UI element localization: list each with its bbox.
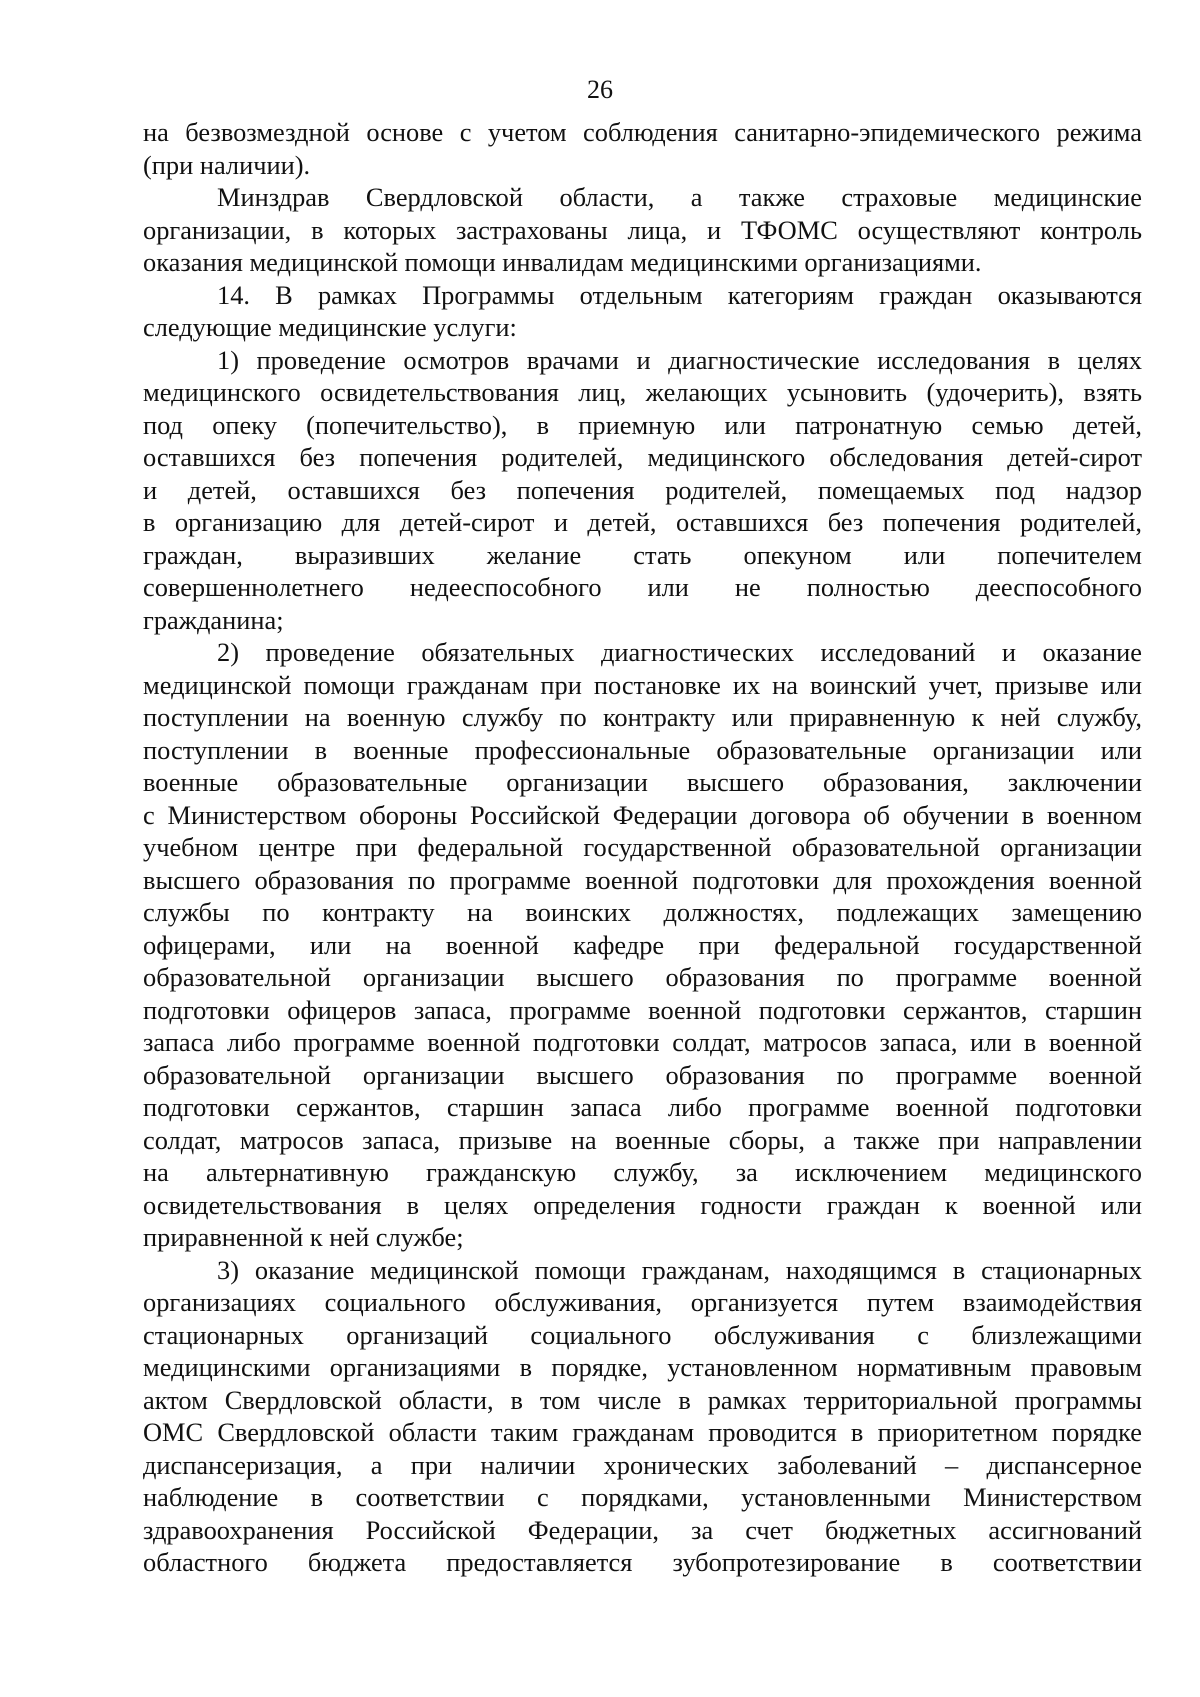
text-line: 3) оказание медицинской помощи гражданам, находящимся в стационарных — [217, 1254, 1142, 1285]
text-line: (при наличии). — [143, 149, 311, 180]
text-line: организациях социального обслуживания, организуется путем взаимодействия — [143, 1287, 1142, 1317]
text-line: службы по контракту на воинских должностях, подлежащих замещению — [143, 897, 1142, 927]
text-line: оказания медицинской помощи инвалидам медицинскими организациями. — [143, 247, 982, 277]
text-line: следующие медицинские услуги: — [143, 312, 517, 342]
text-line: образовательной организации высшего образования по программе военной — [143, 962, 1142, 992]
text-line: освидетельствования в целях определения годности граждан к военной или — [143, 1189, 1142, 1220]
text-line: Минздрав Свердловской области, а также страховые медицинские — [217, 182, 1142, 212]
text-line: наблюдение в соответствии с порядками, установленными Министерством — [143, 1482, 1142, 1512]
text-line: запаса либо программе военной подготовки солдат, матросов запаса, или в военной — [143, 1027, 1142, 1057]
text-line: подготовки офицеров запаса, программе военной подготовки сержантов, старшин — [143, 994, 1142, 1025]
text-line: оставшихся без попечения родителей, медицинского обследования детей-сирот — [143, 442, 1142, 472]
text-line: совершеннолетнего недееспособного или не полностью дееспособного — [143, 572, 1142, 602]
text-line: подготовки сержантов, старшин запаса либо программе военной подготовки — [143, 1092, 1142, 1122]
text-line: образовательной организации высшего образования по программе военной — [143, 1059, 1142, 1090]
page-number: 26 — [587, 75, 613, 104]
text-line: стационарных организаций социального обслуживания с близлежащими — [143, 1319, 1142, 1350]
text-line: учебном центре при федеральной государственной образовательной организации — [143, 832, 1142, 862]
text-line: поступлении в военные профессиональные образовательные организации или — [143, 734, 1142, 765]
text-line: областного бюджета предоставляется зубопротезирование в соответствии — [143, 1547, 1142, 1577]
text-line: организации, в которых застрахованы лица, и ТФОМС осуществляют контроль — [143, 214, 1142, 245]
text-line: медицинской помощи гражданам при постановке их на воинский учет, призыве или — [143, 669, 1142, 700]
text-line: ОМС Свердловской области таким гражданам проводится в приоритетном порядке — [143, 1417, 1142, 1447]
text-line: на альтернативную гражданскую службу, за исключением медицинского — [143, 1157, 1142, 1187]
text-line: диспансеризация, а при наличии хронических заболеваний – диспансерное — [143, 1449, 1142, 1480]
text-line: солдат, матросов запаса, призыве на военные сборы, а также при направлении — [143, 1124, 1142, 1155]
text-line: военные образовательные организации высшего образования, заключении — [143, 767, 1142, 797]
text-line: 2) проведение обязательных диагностических исследований и оказание — [217, 637, 1142, 667]
text-line: высшего образования по программе военной подготовки для прохождения военной — [143, 864, 1142, 895]
text-line: под опеку (попечительство), в приемную или патронатную семью детей, — [143, 409, 1142, 440]
text-line: 14. В рамках Программы отдельным категориям граждан оказываются — [217, 279, 1142, 310]
text-line: приравненной к ней службе; — [143, 1222, 464, 1252]
text-line: на безвозмездной основе с учетом соблюдения санитарно-эпидемического режима — [143, 117, 1142, 147]
text-line: и детей, оставшихся без попечения родителей, помещаемых под надзор — [143, 474, 1142, 505]
text-line: 1) проведение осмотров врачами и диагностические исследования в целях — [217, 344, 1142, 375]
text-line: гражданина; — [143, 604, 284, 635]
text-line: здравоохранения Российской Федерации, за счет бюджетных ассигнований — [143, 1514, 1142, 1545]
text-line: поступлении на военную службу по контракту или приравненную к ней службу, — [143, 702, 1142, 732]
document-body — [143, 116, 1142, 1579]
text-line: офицерами, или на военной кафедре при федеральной государственной — [143, 929, 1142, 960]
text-line: с Министерством обороны Российской Федерации договора об обучении в военном — [143, 799, 1142, 830]
text-line: в организацию для детей-сирот и детей, оставшихся без попечения родителей, — [143, 507, 1142, 537]
text-line: актом Свердловской области, в том числе в рамках территориальной программы — [143, 1384, 1142, 1415]
text-line: медицинского освидетельствования лиц, желающих усыновить (удочерить), взять — [143, 377, 1142, 407]
text-line: медицинскими организациями в порядке, установленном нормативным правовым — [143, 1352, 1142, 1382]
text-line: граждан, выразивших желание стать опекуном или попечителем — [143, 539, 1142, 570]
